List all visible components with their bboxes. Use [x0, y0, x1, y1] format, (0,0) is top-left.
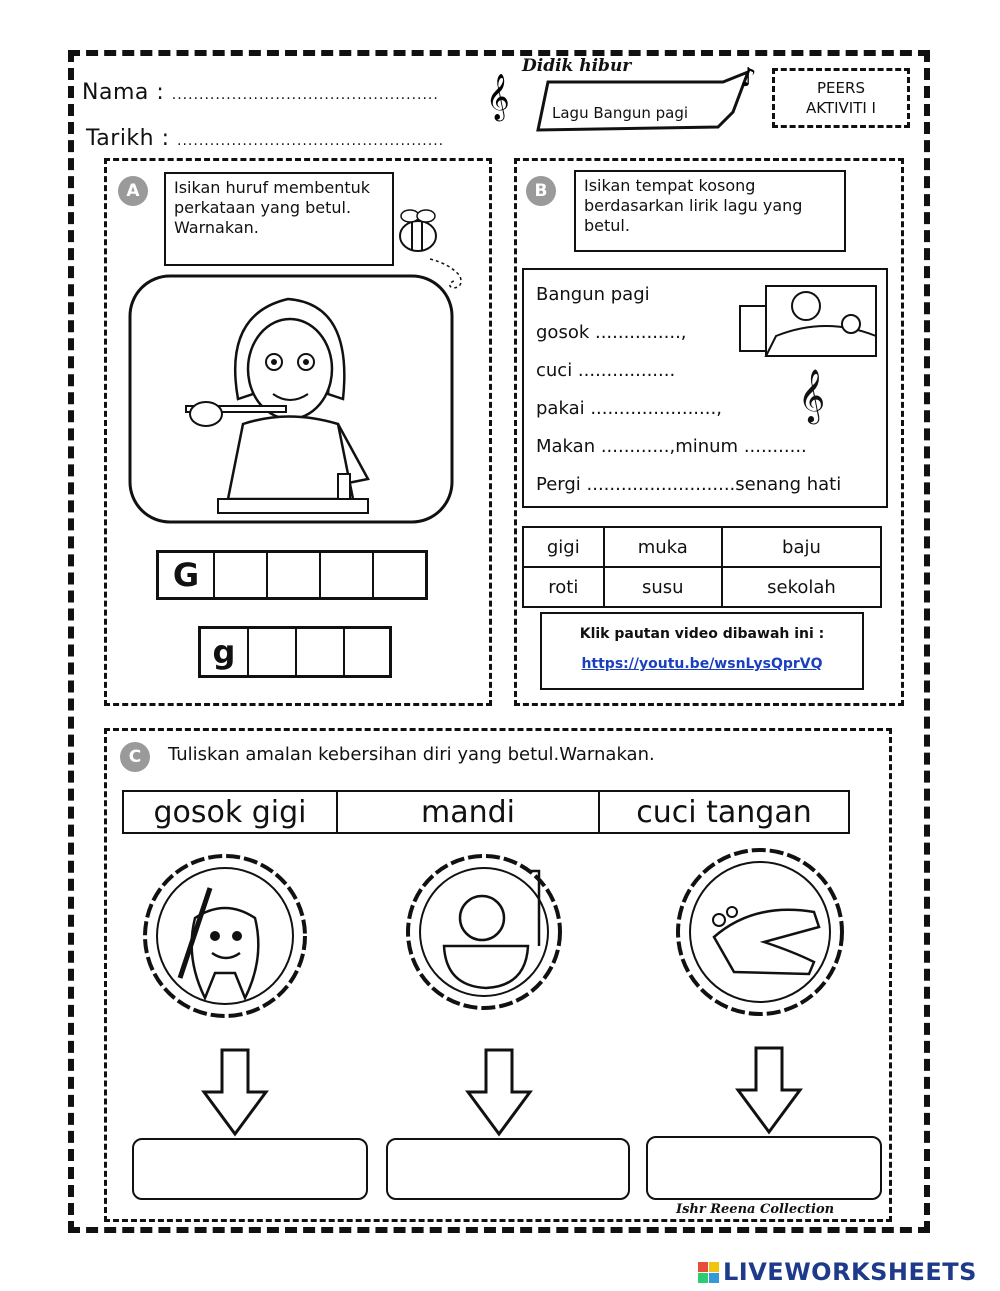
instruction-line: Isikan tempat kosong	[584, 176, 756, 195]
video-link[interactable]: https://youtu.be/wsnLysQprVQ	[581, 656, 823, 672]
instruction-line: betul.	[584, 216, 630, 235]
brand-name[interactable]: LIVEWORKSHEETS	[723, 1258, 977, 1286]
word-bank-cell[interactable]: sekolah	[722, 567, 881, 607]
tarikh-field[interactable]: .................................................	[177, 133, 445, 149]
answer-box[interactable]	[132, 1138, 368, 1200]
letter-cell[interactable]	[268, 553, 321, 597]
peers-line1: PEERS	[817, 79, 865, 97]
category-table	[122, 790, 850, 834]
tarikh-row	[86, 126, 444, 151]
category-cell[interactable]: cuci tangan	[599, 791, 849, 833]
instruction-line: Warnakan.	[174, 218, 259, 237]
letter-cell: G	[159, 553, 215, 597]
hand-washing-picture	[674, 842, 846, 1022]
upper-letter-boxes	[156, 550, 428, 600]
banner-title: Lagu Bangun pagi	[552, 104, 689, 122]
nama-row	[82, 80, 439, 105]
instruction-line: perkataan yang betul.	[174, 198, 352, 217]
video-link-box	[540, 612, 864, 690]
video-label: Klik pautan video dibawah ini :	[579, 626, 825, 642]
section-b-badge: B	[526, 176, 556, 206]
category-cell[interactable]: mandi	[337, 791, 599, 833]
lyric-line[interactable]: cuci .................	[536, 360, 676, 381]
bath-picture	[404, 846, 564, 1018]
answer-box[interactable]	[646, 1136, 882, 1200]
lower-letter-boxes	[198, 626, 392, 678]
tooth-brush-picture	[140, 848, 310, 1023]
down-arrow-icon	[200, 1048, 270, 1138]
section-a-badge: A	[118, 176, 148, 206]
down-arrow-icon	[734, 1046, 804, 1136]
letter-cell[interactable]	[374, 553, 425, 597]
answer-box[interactable]	[386, 1138, 630, 1200]
waking-up-picture	[736, 276, 886, 366]
tarikh-label: Tarikh :	[86, 126, 170, 151]
word-bank-cell[interactable]: gigi	[523, 527, 604, 567]
peers-line2: AKTIVITI I	[806, 99, 876, 117]
lyric-line: Bangun pagi	[536, 284, 650, 305]
girl-brushing-teeth-picture	[128, 274, 454, 524]
lyric-line[interactable]: Makan ............,minum ...........	[536, 436, 807, 457]
letter-cell: g	[201, 629, 249, 675]
banner-top-text: Didik hibur	[522, 56, 632, 76]
music-note-icon: ♪	[740, 63, 757, 93]
section-b-instruction	[574, 170, 846, 252]
word-bank-cell[interactable]: baju	[722, 527, 881, 567]
nama-field[interactable]: .................................................	[171, 87, 439, 103]
word-bank-row	[523, 567, 881, 607]
brand-icon	[698, 1262, 719, 1283]
lyric-line[interactable]: gosok ...............,	[536, 322, 687, 343]
credit-text: Ishr Reena Collection	[676, 1202, 835, 1217]
peers-activity-box	[772, 68, 910, 128]
treble-clef-icon: 𝄞	[486, 74, 510, 120]
treble-clef-icon: 𝄞	[798, 368, 826, 422]
down-arrow-icon	[464, 1048, 534, 1138]
letter-cell[interactable]	[215, 553, 268, 597]
word-bank-cell[interactable]: susu	[604, 567, 722, 607]
section-c-instruction: Tuliskan amalan kebersihan diri yang betul.Warnakan.	[168, 744, 655, 765]
word-bank-cell[interactable]: muka	[604, 527, 722, 567]
instruction-line: Isikan huruf membentuk	[174, 178, 371, 197]
nama-label: Nama :	[82, 80, 165, 105]
letter-cell[interactable]	[345, 629, 389, 675]
letter-cell[interactable]	[249, 629, 297, 675]
liveworksheets-logo	[698, 1258, 977, 1286]
category-cell[interactable]: gosok gigi	[123, 791, 337, 833]
section-a-instruction	[164, 172, 394, 266]
word-bank-row	[523, 527, 881, 567]
section-c-badge: C	[120, 742, 150, 772]
letter-cell[interactable]	[321, 553, 374, 597]
instruction-line: berdasarkan lirik lagu yang	[584, 196, 803, 215]
word-bank-cell[interactable]: roti	[523, 567, 604, 607]
lyric-line[interactable]: Pergi ..........................senang hati	[536, 474, 842, 495]
lyric-line[interactable]: pakai ......................,	[536, 398, 722, 419]
word-bank-table	[522, 526, 882, 608]
letter-cell[interactable]	[297, 629, 345, 675]
